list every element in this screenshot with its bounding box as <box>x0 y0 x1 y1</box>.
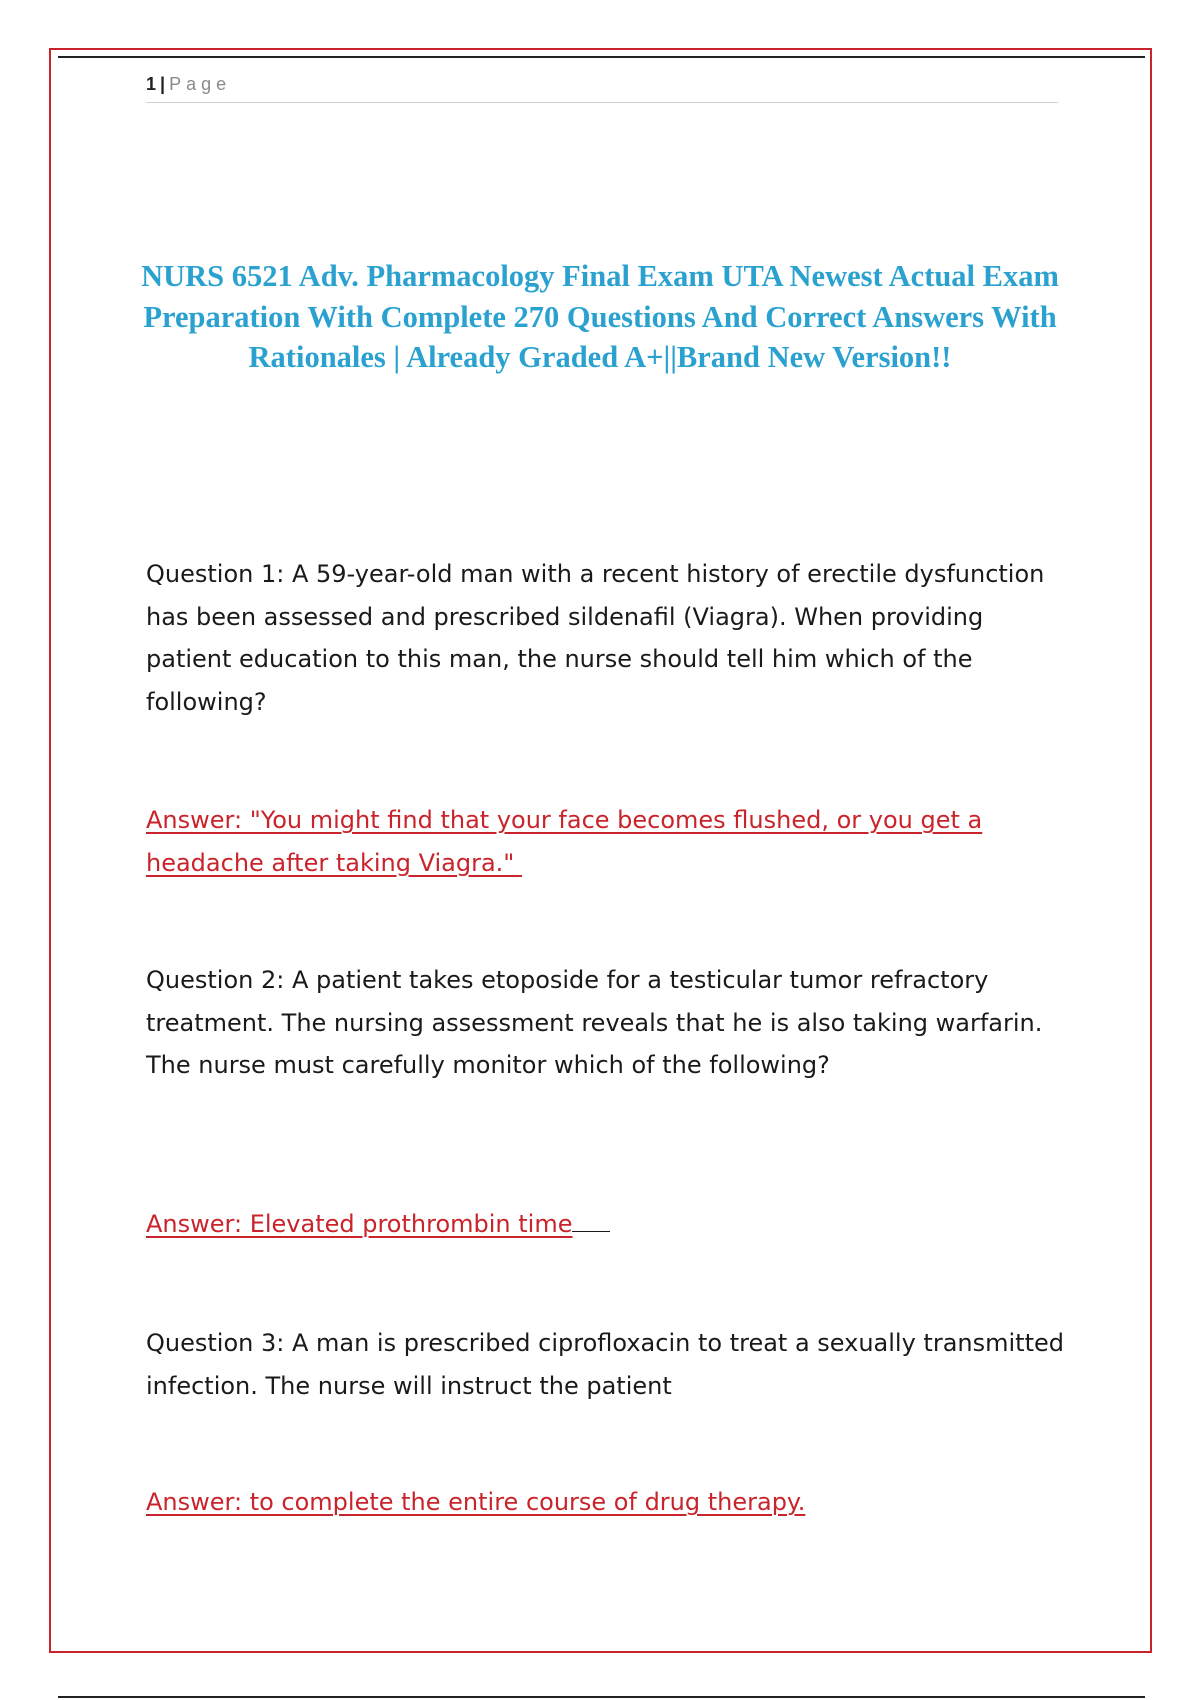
answer-2 <box>146 1203 1066 1246</box>
bottom-rule <box>58 1696 1145 1698</box>
document-title: NURS 6521 Adv. Pharmacology Final Exam UTA Newest Actual Exam Preparation With Complete 270 Questions And Correct Answers With Rationales | Already Graded A+||Brand New Version!! <box>141 259 1059 374</box>
answer-1 <box>146 799 1066 884</box>
answer-2-text: Answer: Elevated prothrombin time <box>146 1210 573 1238</box>
question-1: Question 1: A 59-year-old man with a recent history of erectile dysfunction has been assessed and prescribed sildenafil (Viagra). When providing patient education to this man, the nurse should tell him which of the following? <box>146 560 1045 716</box>
page-header <box>146 70 1058 103</box>
question-2: Question 2: A patient takes etoposide for a testicular tumor refractory treatment. The nursing assessment reveals that he is also taking warfarin. The nurse must carefully monitor which of the following? <box>146 966 1043 1079</box>
page-label: Page <box>169 74 232 94</box>
answer-3 <box>146 1481 1066 1524</box>
answer-3-text: Answer: to complete the entire course of drug therapy. <box>146 1488 806 1516</box>
page-separator: | <box>160 74 166 94</box>
question-3: Question 3: A man is prescribed ciprofloxacin to treat a sexually transmitted infection. The nurse will instruct the patient <box>146 1329 1064 1400</box>
page-number: 1 <box>146 74 157 94</box>
answer-blank-line <box>572 1203 610 1232</box>
answer-1-text: Answer: "You might find that your face becomes flushed, or you get a headache after taking Viagra." <box>146 806 983 877</box>
top-rule <box>58 56 1145 58</box>
